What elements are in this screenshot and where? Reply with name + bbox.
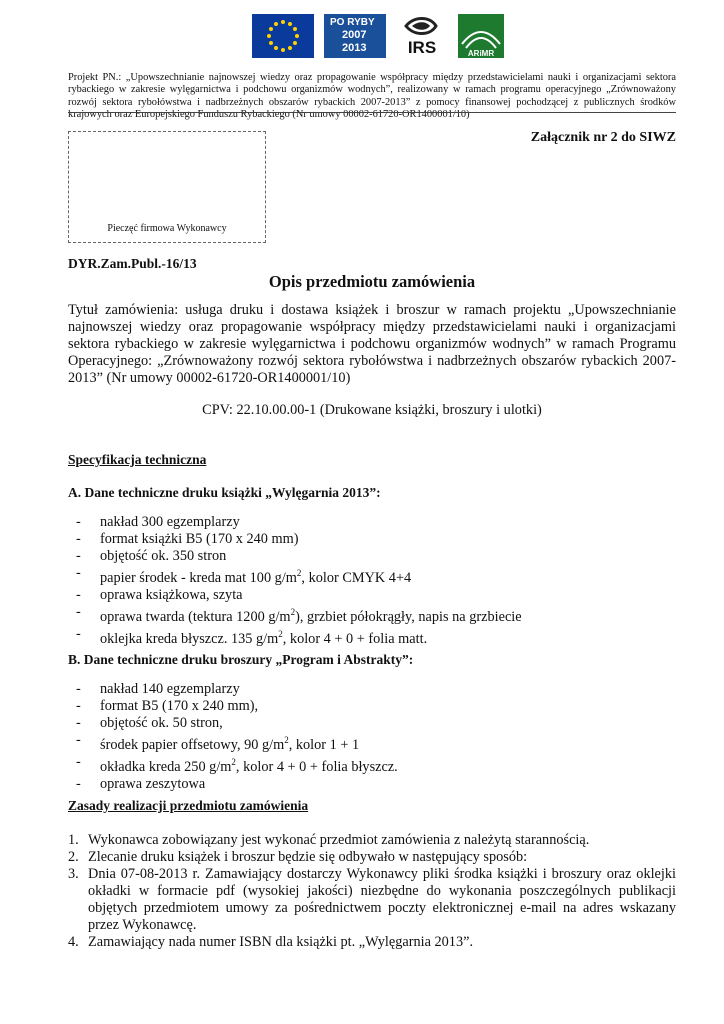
unit-superscript: 2 xyxy=(290,606,296,617)
arimr-text: ARiMR xyxy=(467,49,495,58)
rule-item xyxy=(68,849,676,866)
rule-number: 4. xyxy=(68,934,79,950)
arimr-logo xyxy=(458,14,504,58)
rule-text: Zamawiający nada numer ISBN dla książki pt. „Wylęgarnia 2013”. xyxy=(88,934,474,950)
list-item xyxy=(68,732,398,754)
item-text: środek papier offsetowy, 90 g/m xyxy=(100,736,285,753)
list-item: - objętość ok. 350 stron xyxy=(68,548,522,565)
list-item xyxy=(68,604,522,626)
rules-heading: Zasady realizacji przedmiotu zamówienia xyxy=(68,798,309,813)
rule-item xyxy=(68,934,676,951)
item-text-rest: ), grzbiet półokrągły, napis na grzbiecie xyxy=(295,608,522,625)
stamp-label: Pieczęć firmowa Wykonawcy xyxy=(107,223,227,234)
company-stamp-box xyxy=(68,131,266,243)
list-item: - format B5 (170 x 240 mm), xyxy=(68,698,398,715)
item-text: okładka kreda 250 g/m xyxy=(100,758,232,775)
list-item xyxy=(68,626,522,648)
unit-superscript: 2 xyxy=(231,756,236,767)
rule-text: Zlecanie druku książek i broszur będzie się odbywało w następujący sposób: xyxy=(88,849,528,865)
list-item: - nakład 140 egzemplarzy xyxy=(68,681,398,698)
document-title: Opis przedmiotu zamówienia xyxy=(268,272,476,291)
annex-label: Załącznik nr 2 do SIWZ xyxy=(530,130,676,145)
rule-item xyxy=(68,832,676,849)
unit-superscript: 2 xyxy=(278,628,283,639)
item-text-rest: , kolor 1 + 1 xyxy=(288,736,360,753)
po-ryby-logo xyxy=(324,14,386,58)
rule-text: Wykonawca zobowiązany jest wykonać przedmiot zamówienia z należytą starannością. xyxy=(88,832,590,848)
cpv-code: CPV: 22.10.00.00-1 (Drukowane książki, broszury i ulotki) xyxy=(202,402,542,418)
item-text-rest: , kolor 4 + 0 + folia matt. xyxy=(282,630,428,647)
header-logos xyxy=(252,14,522,58)
list-item xyxy=(68,754,398,776)
rules-list xyxy=(68,832,676,951)
list-item: - oprawa książkowa, szyta xyxy=(68,587,522,604)
rule-item xyxy=(68,866,676,934)
reference-number: DYR.Zam.Publ.-16/13 xyxy=(68,256,197,271)
unit-superscript: 2 xyxy=(296,568,302,578)
item-text: oklejka kreda błyszcz. 135 g/m xyxy=(100,630,279,647)
rule-number: 3. xyxy=(68,866,79,882)
rule-number: 1. xyxy=(68,832,79,848)
section-a-list xyxy=(68,514,522,647)
spec-heading: Specyfikacja techniczna xyxy=(68,452,207,467)
item-text: papier środek - kreda mat 100 g/m xyxy=(100,569,297,586)
rule-text: Dnia 07-08-2013 r. Zamawiający dostarczy Wykonawcy pliki środka książki i broszury oraz oklejki okładki w formacie pdf (wysokiej jakości) niezbędne do wykonania poszczególnych publikacji objętych przedmiotem umowy za pośrednictwem poczty elektronicznej e-mail na adres wskazany przez Wykonawcę. xyxy=(88,866,676,933)
project-info: Projekt PN.: „Upowszechnianie najnowszej wiedzy oraz propagowanie współpracy między przedstawicielami nauki i organizacjami sektora rybackiego w zakresie wylęgarnictwa i podchowu organizmów wodnych”, realizowany w ramach programu operacyjnego „Zrównoważony rozwój sektora rybołówstwa i nadbrzeżnych obszarów rybackich 2007-2013” z pomocy finansowej pochodzącej z publicznych środków krajowych oraz Europejskiego Funduszu Rybackiego (Nr umowy 00002-61720-OR1400001/10) xyxy=(68,72,676,121)
eu-flag-logo xyxy=(252,14,314,58)
unit-superscript: 2 xyxy=(284,735,289,745)
item-text-rest: , kolor 4 + 0 + folia błyszcz. xyxy=(235,758,398,775)
list-item: - oprawa zeszytowa xyxy=(68,776,398,793)
order-title-paragraph: Tytuł zamówienia: usługa druku i dostawa książek i broszur w ramach projektu „Upowszechnianie najnowszej wiedzy oraz propagowanie współpracy między przedstawicielami nauki i organizacjami sektora rybackiego w zakresie wylęgarnictwa i podchowu organizmów wodnych” w ramach Programu Operacyjnego: „Zrównoważony rozwój sektora rybołówstwa i nadbrzeżnych obszarów rybackich 2007-2013” (Nr umowy 00002-61720-OR1400001/10) xyxy=(68,302,676,386)
list-item: - format książki B5 (170 x 240 mm) xyxy=(68,531,522,548)
irs-text: IRS xyxy=(407,38,437,57)
item-text: oprawa twarda (tektura 1200 g/m xyxy=(100,608,291,625)
list-item xyxy=(68,565,522,587)
ryby-line2: 2007 xyxy=(342,29,367,41)
rule-number: 2. xyxy=(68,849,79,865)
section-b-list xyxy=(68,681,398,793)
list-item: - objętość ok. 50 stron, xyxy=(68,715,398,732)
header-divider xyxy=(68,112,676,113)
item-text-rest: , kolor CMYK 4+4 xyxy=(301,569,412,586)
section-a-heading: A. Dane techniczne druku książki „Wylęgarnia 2013”: xyxy=(68,485,381,500)
list-item: - nakład 300 egzemplarzy xyxy=(68,514,522,531)
ryby-line1: PO RYBY xyxy=(330,17,375,28)
ryby-line3: 2013 xyxy=(342,42,367,54)
irs-logo xyxy=(396,14,448,58)
section-b-heading: B. Dane techniczne druku broszury „Program i Abstrakty”: xyxy=(68,652,414,667)
